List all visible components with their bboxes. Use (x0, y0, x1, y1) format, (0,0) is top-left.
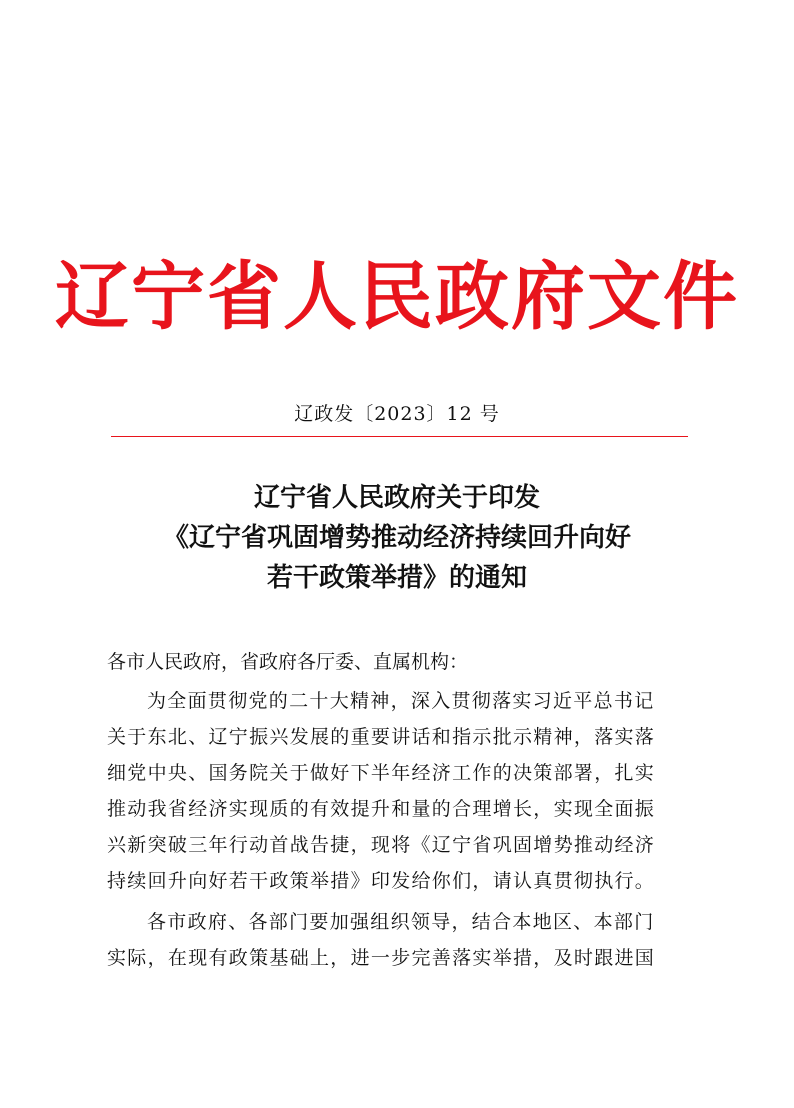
paragraph-line: 关于东北、辽宁振兴发展的重要讲话和指示批示精神，落实落 (107, 726, 656, 748)
paragraph-line: 细党中央、国务院关于做好下半年经济工作的决策部署，扎实 (107, 762, 656, 784)
title-line: 若干政策举措》的通知 (266, 563, 527, 593)
title-line: 《辽宁省巩固增势推动经济持续回升向好 (162, 523, 631, 553)
paragraph-line: 推动我省经济实现质的有效提升和量的合理增长，实现全面振 (107, 798, 656, 820)
body-paragraph (107, 683, 687, 899)
title-line: 辽宁省人民政府关于印发 (253, 483, 540, 513)
paragraph-line: 持续回升向好若干政策举措》印发给你们，请认真贯彻执行。 (107, 870, 656, 892)
salutation: 各市人民政府，省政府各厅委、直属机构： (107, 651, 469, 673)
document-body (107, 644, 687, 981)
paragraph-line: 实际，在现有政策基础上，进一步完善落实举措，及时跟进国 (107, 947, 656, 969)
paragraph-line: 各市政府、各部门要加强组织领导，结合本地区、本部门 (147, 911, 655, 933)
paragraph-line: 为全面贯彻党的二十大精神，深入贯彻落实习近平总书记 (147, 690, 655, 712)
red-divider-line (111, 436, 688, 437)
document-title (0, 478, 794, 598)
document-number: 辽政发〔2023〕12 号 (294, 403, 500, 425)
document-masthead: 辽宁省人民政府文件 (55, 254, 739, 340)
paragraph-line: 兴新突破三年行动首战告捷，现将《辽宁省巩固增势推动经济 (107, 834, 656, 856)
body-paragraph (107, 904, 687, 976)
